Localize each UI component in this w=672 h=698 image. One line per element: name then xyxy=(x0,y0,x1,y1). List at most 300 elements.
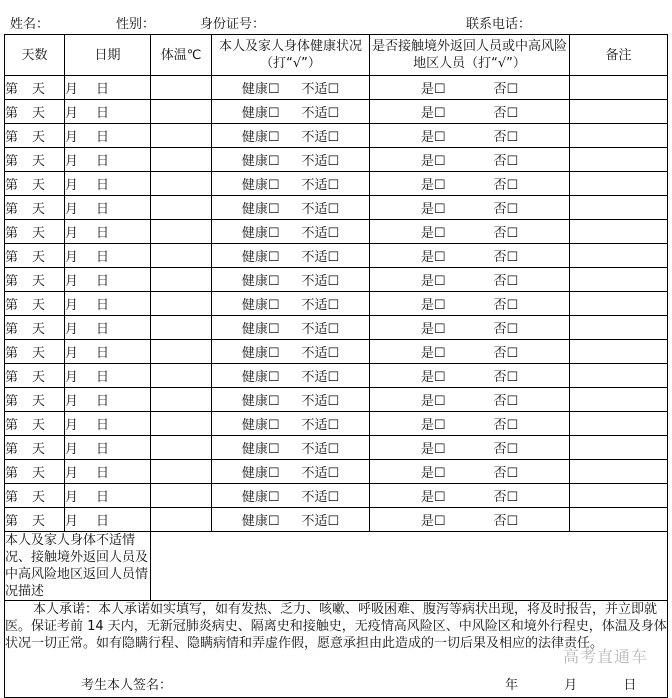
month-label: 月 xyxy=(65,82,79,97)
contact-yes-checkbox[interactable]: 是☐ xyxy=(420,250,446,265)
healthy-checkbox[interactable]: 健康☐ xyxy=(241,130,280,145)
healthy-checkbox[interactable]: 健康☐ xyxy=(241,394,280,409)
month-label: 月 xyxy=(65,250,79,265)
healthy-checkbox[interactable]: 健康☐ xyxy=(241,466,280,481)
unwell-checkbox[interactable]: 不适☐ xyxy=(301,370,340,385)
temperature-cell[interactable] xyxy=(151,220,212,244)
contact-no-checkbox[interactable]: 否☐ xyxy=(493,442,519,457)
date-cell[interactable] xyxy=(65,268,151,292)
month-label: 月 xyxy=(65,466,79,481)
table-row xyxy=(5,100,668,124)
day-suffix: 天 xyxy=(32,370,46,385)
table-header-row xyxy=(5,35,668,76)
name-label: 姓名： xyxy=(10,17,50,32)
day-cell[interactable] xyxy=(5,196,65,220)
table-row xyxy=(5,196,668,220)
remarks-cell[interactable] xyxy=(570,76,668,100)
healthy-checkbox[interactable]: 健康☐ xyxy=(241,82,280,97)
contact-yes-checkbox[interactable]: 是☐ xyxy=(420,226,446,241)
day-suffix: 天 xyxy=(32,322,46,337)
month-label: 月 xyxy=(65,202,79,217)
health-status-cell xyxy=(212,172,370,196)
unwell-checkbox[interactable]: 不适☐ xyxy=(301,202,340,217)
contact-no-checkbox[interactable]: 否☐ xyxy=(493,322,519,337)
date-cell[interactable] xyxy=(65,412,151,436)
contact-history-cell xyxy=(370,172,570,196)
table-row xyxy=(5,124,668,148)
temperature-cell[interactable] xyxy=(151,436,212,460)
remarks-cell[interactable] xyxy=(570,196,668,220)
remarks-cell[interactable] xyxy=(570,412,668,436)
signature-line[interactable] xyxy=(81,677,172,694)
remarks-cell[interactable] xyxy=(570,100,668,124)
healthy-checkbox[interactable]: 健康☐ xyxy=(241,178,280,193)
day-cell[interactable] xyxy=(5,316,65,340)
day-label: 日 xyxy=(96,442,110,457)
contact-history-cell xyxy=(370,196,570,220)
day-cell[interactable] xyxy=(5,508,65,532)
day-label: 日 xyxy=(96,514,110,529)
contact-history-cell xyxy=(370,100,570,124)
date-cell[interactable] xyxy=(65,436,151,460)
day-suffix: 天 xyxy=(32,82,46,97)
unwell-checkbox[interactable]: 不适☐ xyxy=(301,226,340,241)
contact-history-cell xyxy=(370,220,570,244)
health-status-cell xyxy=(212,436,370,460)
month-label: 月 xyxy=(65,418,79,433)
day-suffix: 天 xyxy=(32,154,46,169)
column-header-remarks: 备注 xyxy=(570,35,668,76)
day-suffix: 天 xyxy=(32,274,46,289)
contact-no-checkbox[interactable]: 否☐ xyxy=(493,250,519,265)
day-label: 日 xyxy=(96,226,110,241)
healthy-checkbox[interactable]: 健康☐ xyxy=(241,418,280,433)
day-label: 日 xyxy=(96,274,110,289)
unwell-checkbox[interactable]: 不适☐ xyxy=(301,346,340,361)
remarks-cell[interactable] xyxy=(570,124,668,148)
healthy-checkbox[interactable]: 健康☐ xyxy=(241,226,280,241)
date-cell[interactable] xyxy=(65,292,151,316)
contact-history-cell xyxy=(370,508,570,532)
health-status-cell xyxy=(212,364,370,388)
month-label: 月 xyxy=(65,322,79,337)
pledge-text: 本人承诺：本人承诺如实填写，如有发热、乏力、咳嗽、呼吸困难、腹泻等病状出现，将及时报告，并立即就医。保证考前 14 天内，无新冠肺炎病史、隔离史和接触史，无疫情高风险区、中风险区和境外行程史，体温及身体状况一切正常。如有隐瞒行程、隐瞒病情和弄虚作假，愿意承担由此造成的一切后果及相应的法律责任。 xyxy=(5,602,667,651)
contact-no-checkbox[interactable]: 否☐ xyxy=(493,202,519,217)
contact-history-cell xyxy=(370,364,570,388)
unwell-checkbox[interactable]: 不适☐ xyxy=(301,394,340,409)
contact-yes-checkbox[interactable]: 是☐ xyxy=(420,274,446,289)
date-cell[interactable] xyxy=(65,388,151,412)
temperature-cell[interactable] xyxy=(151,460,212,484)
contact-history-cell xyxy=(370,436,570,460)
month-label: 月 xyxy=(65,490,79,505)
contact-yes-checkbox[interactable]: 是☐ xyxy=(420,370,446,385)
day-prefix: 第 xyxy=(5,154,19,169)
day-suffix: 天 xyxy=(32,346,46,361)
temperature-cell[interactable] xyxy=(151,292,212,316)
health-status-cell xyxy=(212,508,370,532)
contact-no-checkbox[interactable]: 否☐ xyxy=(493,106,519,121)
contact-yes-checkbox[interactable]: 是☐ xyxy=(420,154,446,169)
table-row xyxy=(5,484,668,508)
date-cell[interactable] xyxy=(65,244,151,268)
contact-history-cell xyxy=(370,340,570,364)
day-prefix: 第 xyxy=(5,274,19,289)
contact-no-checkbox[interactable]: 否☐ xyxy=(493,490,519,505)
day-suffix: 天 xyxy=(32,202,46,217)
remarks-cell[interactable] xyxy=(570,220,668,244)
day-cell[interactable] xyxy=(5,364,65,388)
day-cell[interactable] xyxy=(5,244,65,268)
unwell-checkbox[interactable]: 不适☐ xyxy=(301,82,340,97)
day-label: 日 xyxy=(96,154,110,169)
remarks-cell[interactable] xyxy=(570,244,668,268)
health-status-cell xyxy=(212,484,370,508)
day-cell[interactable] xyxy=(5,484,65,508)
healthy-checkbox[interactable]: 健康☐ xyxy=(241,346,280,361)
contact-history-cell xyxy=(370,292,570,316)
gender-label: 性别： xyxy=(116,17,156,32)
day-label: 日 xyxy=(96,490,110,505)
contact-no-checkbox[interactable]: 否☐ xyxy=(493,466,519,481)
day-suffix: 天 xyxy=(32,130,46,145)
contact-history-cell xyxy=(370,244,570,268)
table-row xyxy=(5,460,668,484)
remarks-cell[interactable] xyxy=(570,388,668,412)
day-suffix: 天 xyxy=(32,226,46,241)
day-label: 日 xyxy=(96,250,110,265)
healthy-checkbox[interactable]: 健康☐ xyxy=(241,490,280,505)
health-status-cell xyxy=(212,268,370,292)
phone-label: 联系电话： xyxy=(466,17,532,32)
temperature-cell[interactable] xyxy=(151,124,212,148)
day-suffix: 天 xyxy=(32,442,46,457)
date-cell[interactable] xyxy=(65,196,151,220)
day-suffix: 天 xyxy=(32,178,46,193)
temperature-cell[interactable] xyxy=(151,100,212,124)
month-label: 月 xyxy=(65,106,79,121)
health-status-cell xyxy=(212,100,370,124)
date-cell[interactable] xyxy=(65,148,151,172)
day-cell[interactable] xyxy=(5,124,65,148)
unwell-checkbox[interactable]: 不适☐ xyxy=(301,490,340,505)
table-row xyxy=(5,268,668,292)
health-monitoring-table xyxy=(4,34,668,698)
day-cell[interactable] xyxy=(5,436,65,460)
unwell-checkbox[interactable]: 不适☐ xyxy=(301,250,340,265)
healthy-checkbox[interactable]: 健康☐ xyxy=(241,322,280,337)
date-year-label: 年 xyxy=(505,678,519,693)
contact-yes-checkbox[interactable]: 是☐ xyxy=(420,442,446,457)
remarks-cell[interactable] xyxy=(570,340,668,364)
contact-history-cell xyxy=(370,388,570,412)
unwell-checkbox[interactable]: 不适☐ xyxy=(301,322,340,337)
contact-no-checkbox[interactable]: 否☐ xyxy=(493,82,519,97)
contact-yes-checkbox[interactable]: 是☐ xyxy=(420,202,446,217)
remarks-cell[interactable] xyxy=(570,460,668,484)
table-row xyxy=(5,364,668,388)
unwell-checkbox[interactable]: 不适☐ xyxy=(301,442,340,457)
date-cell[interactable] xyxy=(65,316,151,340)
remarks-cell[interactable] xyxy=(570,172,668,196)
day-label: 日 xyxy=(96,418,110,433)
health-status-cell xyxy=(212,124,370,148)
healthy-checkbox[interactable]: 健康☐ xyxy=(241,442,280,457)
day-prefix: 第 xyxy=(5,298,19,313)
day-cell[interactable] xyxy=(5,76,65,100)
contact-history-cell xyxy=(370,124,570,148)
day-prefix: 第 xyxy=(5,442,19,457)
unwell-checkbox[interactable]: 不适☐ xyxy=(301,130,340,145)
column-header-health-status: 本人及家人身体健康状况（打“√”） xyxy=(212,35,370,76)
day-cell[interactable] xyxy=(5,172,65,196)
contact-no-checkbox[interactable]: 否☐ xyxy=(493,298,519,313)
date-cell[interactable] xyxy=(65,508,151,532)
day-label: 日 xyxy=(96,322,110,337)
daily-record-rows xyxy=(5,76,668,532)
temperature-cell[interactable] xyxy=(151,340,212,364)
health-status-cell xyxy=(212,76,370,100)
temperature-cell[interactable] xyxy=(151,508,212,532)
day-prefix: 第 xyxy=(5,514,19,529)
unwell-checkbox[interactable]: 不适☐ xyxy=(301,106,340,121)
remarks-cell[interactable] xyxy=(570,484,668,508)
contact-yes-checkbox[interactable]: 是☐ xyxy=(420,490,446,505)
day-label: 日 xyxy=(96,106,110,121)
temperature-cell[interactable] xyxy=(151,244,212,268)
column-header-days: 天数 xyxy=(5,35,65,76)
contact-history-cell xyxy=(370,316,570,340)
unwell-checkbox[interactable]: 不适☐ xyxy=(301,274,340,289)
contact-yes-checkbox[interactable]: 是☐ xyxy=(420,298,446,313)
contact-no-checkbox[interactable]: 否☐ xyxy=(493,154,519,169)
month-label: 月 xyxy=(65,274,79,289)
day-label: 日 xyxy=(96,82,110,97)
remarks-cell[interactable] xyxy=(570,508,668,532)
contact-no-checkbox[interactable]: 否☐ xyxy=(493,130,519,145)
health-status-cell xyxy=(212,196,370,220)
table-row xyxy=(5,148,668,172)
day-suffix: 天 xyxy=(32,490,46,505)
day-cell[interactable] xyxy=(5,388,65,412)
day-suffix: 天 xyxy=(32,466,46,481)
healthy-checkbox[interactable]: 健康☐ xyxy=(241,250,280,265)
temperature-cell[interactable] xyxy=(151,268,212,292)
health-status-cell xyxy=(212,340,370,364)
day-suffix: 天 xyxy=(32,514,46,529)
contact-no-checkbox[interactable]: 否☐ xyxy=(493,346,519,361)
day-prefix: 第 xyxy=(5,394,19,409)
day-label: 日 xyxy=(96,394,110,409)
date-cell[interactable] xyxy=(65,220,151,244)
day-suffix: 天 xyxy=(32,298,46,313)
date-cell[interactable] xyxy=(65,76,151,100)
day-prefix: 第 xyxy=(5,346,19,361)
date-cell[interactable] xyxy=(65,484,151,508)
month-label: 月 xyxy=(65,130,79,145)
contact-yes-checkbox[interactable]: 是☐ xyxy=(420,514,446,529)
applicant-info-row xyxy=(0,9,672,33)
day-prefix: 第 xyxy=(5,202,19,217)
day-cell[interactable] xyxy=(5,292,65,316)
contact-no-checkbox[interactable]: 否☐ xyxy=(493,394,519,409)
table-row xyxy=(5,76,668,100)
day-cell[interactable] xyxy=(5,340,65,364)
day-label: 日 xyxy=(96,466,110,481)
contact-no-checkbox[interactable]: 否☐ xyxy=(493,514,519,529)
contact-history-cell xyxy=(370,76,570,100)
description-field[interactable] xyxy=(151,532,668,601)
contact-no-checkbox[interactable]: 否☐ xyxy=(493,418,519,433)
unwell-checkbox[interactable]: 不适☐ xyxy=(301,298,340,313)
contact-yes-checkbox[interactable]: 是☐ xyxy=(420,418,446,433)
month-label: 月 xyxy=(65,442,79,457)
day-label: 日 xyxy=(96,130,110,145)
table-row xyxy=(5,436,668,460)
month-label: 月 xyxy=(65,154,79,169)
remarks-cell[interactable] xyxy=(570,436,668,460)
healthy-checkbox[interactable]: 健康☐ xyxy=(241,274,280,289)
unwell-checkbox[interactable]: 不适☐ xyxy=(301,418,340,433)
column-header-date: 日期 xyxy=(65,35,151,76)
temperature-cell[interactable] xyxy=(151,484,212,508)
day-prefix: 第 xyxy=(5,490,19,505)
healthy-checkbox[interactable]: 健康☐ xyxy=(241,370,280,385)
day-cell[interactable] xyxy=(5,412,65,436)
temperature-cell[interactable] xyxy=(151,412,212,436)
signature-date[interactable] xyxy=(505,677,636,694)
date-cell[interactable] xyxy=(65,460,151,484)
unwell-checkbox[interactable]: 不适☐ xyxy=(301,154,340,169)
day-label: 日 xyxy=(96,202,110,217)
description-row xyxy=(5,532,668,601)
unwell-checkbox[interactable]: 不适☐ xyxy=(301,514,340,529)
health-status-cell xyxy=(212,460,370,484)
contact-no-checkbox[interactable]: 否☐ xyxy=(493,178,519,193)
contact-yes-checkbox[interactable]: 是☐ xyxy=(420,106,446,121)
healthy-checkbox[interactable]: 健康☐ xyxy=(241,154,280,169)
table-row xyxy=(5,316,668,340)
day-prefix: 第 xyxy=(5,418,19,433)
date-month-label: 月 xyxy=(564,678,578,693)
month-label: 月 xyxy=(65,514,79,529)
day-cell[interactable] xyxy=(5,460,65,484)
contact-yes-checkbox[interactable]: 是☐ xyxy=(420,178,446,193)
day-prefix: 第 xyxy=(5,370,19,385)
remarks-cell[interactable] xyxy=(570,148,668,172)
day-suffix: 天 xyxy=(32,250,46,265)
date-cell[interactable] xyxy=(65,172,151,196)
health-status-cell xyxy=(212,388,370,412)
healthy-checkbox[interactable]: 健康☐ xyxy=(241,514,280,529)
contact-history-cell xyxy=(370,484,570,508)
day-prefix: 第 xyxy=(5,106,19,121)
date-cell[interactable] xyxy=(65,100,151,124)
temperature-cell[interactable] xyxy=(151,76,212,100)
day-cell[interactable] xyxy=(5,148,65,172)
remarks-cell[interactable] xyxy=(570,268,668,292)
unwell-checkbox[interactable]: 不适☐ xyxy=(301,178,340,193)
contact-history-cell xyxy=(370,412,570,436)
day-prefix: 第 xyxy=(5,130,19,145)
month-label: 月 xyxy=(65,370,79,385)
day-cell[interactable] xyxy=(5,268,65,292)
month-label: 月 xyxy=(65,298,79,313)
day-prefix: 第 xyxy=(5,178,19,193)
table-row xyxy=(5,172,668,196)
day-prefix: 第 xyxy=(5,466,19,481)
day-label: 日 xyxy=(96,370,110,385)
table-row xyxy=(5,220,668,244)
day-label: 日 xyxy=(96,178,110,193)
temperature-cell[interactable] xyxy=(151,364,212,388)
health-status-cell xyxy=(212,148,370,172)
healthy-checkbox[interactable]: 健康☐ xyxy=(241,298,280,313)
column-header-temperature: 体温℃ xyxy=(151,35,212,76)
day-cell[interactable] xyxy=(5,100,65,124)
unwell-checkbox[interactable]: 不适☐ xyxy=(301,466,340,481)
temperature-cell[interactable] xyxy=(151,388,212,412)
day-prefix: 第 xyxy=(5,82,19,97)
contact-yes-checkbox[interactable]: 是☐ xyxy=(420,346,446,361)
contact-yes-checkbox[interactable]: 是☐ xyxy=(420,130,446,145)
healthy-checkbox[interactable]: 健康☐ xyxy=(241,202,280,217)
day-prefix: 第 xyxy=(5,322,19,337)
healthy-checkbox[interactable]: 健康☐ xyxy=(241,106,280,121)
health-status-cell xyxy=(212,220,370,244)
contact-yes-checkbox[interactable]: 是☐ xyxy=(420,322,446,337)
contact-yes-checkbox[interactable]: 是☐ xyxy=(420,394,446,409)
month-label: 月 xyxy=(65,346,79,361)
watermark: 高考直通车 xyxy=(562,647,648,666)
id-number-label: 身份证号： xyxy=(200,17,266,32)
contact-no-checkbox[interactable]: 否☐ xyxy=(493,226,519,241)
day-prefix: 第 xyxy=(5,250,19,265)
contact-no-checkbox[interactable]: 否☐ xyxy=(493,370,519,385)
day-cell[interactable] xyxy=(5,220,65,244)
temperature-cell[interactable] xyxy=(151,316,212,340)
table-row xyxy=(5,388,668,412)
table-row xyxy=(5,340,668,364)
day-suffix: 天 xyxy=(32,106,46,121)
day-label: 日 xyxy=(96,346,110,361)
contact-yes-checkbox[interactable]: 是☐ xyxy=(420,82,446,97)
remarks-cell[interactable] xyxy=(570,364,668,388)
date-cell[interactable] xyxy=(65,340,151,364)
signature-label: 考生本人签名： xyxy=(81,678,173,693)
health-status-cell xyxy=(212,244,370,268)
temperature-cell[interactable] xyxy=(151,196,212,220)
contact-history-cell xyxy=(370,460,570,484)
remarks-cell[interactable] xyxy=(570,292,668,316)
day-suffix: 天 xyxy=(32,394,46,409)
contact-no-checkbox[interactable]: 否☐ xyxy=(493,274,519,289)
temperature-cell[interactable] xyxy=(151,148,212,172)
date-cell[interactable] xyxy=(65,364,151,388)
day-prefix: 第 xyxy=(5,226,19,241)
table-row xyxy=(5,508,668,532)
month-label: 月 xyxy=(65,226,79,241)
remarks-cell[interactable] xyxy=(570,316,668,340)
date-cell[interactable] xyxy=(65,124,151,148)
temperature-cell[interactable] xyxy=(151,172,212,196)
contact-yes-checkbox[interactable]: 是☐ xyxy=(420,466,446,481)
month-label: 月 xyxy=(65,394,79,409)
day-label: 日 xyxy=(96,298,110,313)
table-row xyxy=(5,292,668,316)
contact-history-cell xyxy=(370,268,570,292)
health-status-cell xyxy=(212,316,370,340)
